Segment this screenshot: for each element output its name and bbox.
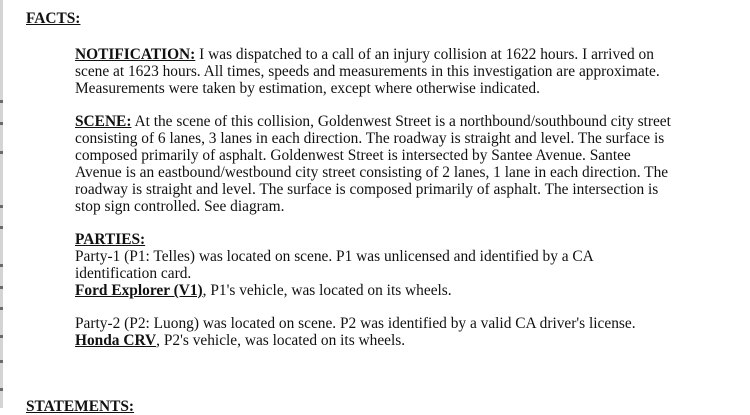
margin-mark — [0, 122, 3, 125]
margin-mark — [0, 335, 3, 338]
scene-line: stop sign controlled. See diagram. — [75, 198, 285, 215]
parties-section — [75, 231, 743, 299]
notification-line: Measurements were taken by estimation, except where otherwise indicated. — [75, 80, 540, 97]
margin-mark — [0, 360, 3, 363]
margin-mark — [0, 151, 3, 154]
notification-line — [75, 46, 743, 63]
scene-line — [75, 113, 743, 130]
notification-heading: NOTIFICATION: — [75, 46, 196, 63]
page-left-edge — [0, 0, 3, 408]
scene-heading: SCENE: — [75, 113, 132, 130]
party1-line: Party-1 (P1: Telles) was located on scene. P1 was unlicensed and identified by a CA — [75, 248, 594, 265]
party2-section — [75, 315, 743, 349]
scene-text: At the scene of this collision, Goldenwest Street is a northbound/southbound city street — [131, 113, 671, 130]
party2-vehicle-line — [75, 332, 743, 349]
scene-line: consisting of 6 lanes, 3 lanes in each direction. The roadway is straight and level. The surface is — [75, 130, 665, 147]
vehicle1-label: Ford Explorer (V1) — [75, 282, 203, 299]
margin-mark — [0, 264, 3, 267]
margin-mark — [0, 286, 3, 289]
margin-mark — [0, 307, 3, 310]
party1-line: identification card. — [75, 265, 192, 282]
margin-mark — [0, 205, 3, 208]
margin-mark — [0, 226, 3, 229]
parties-heading: PARTIES: — [75, 231, 146, 248]
vehicle1-text: , P1's vehicle, was located on its wheels. — [202, 282, 452, 299]
notification-line: scene at 1623 hours. All times, speeds and measurements in this investigation are approximate. — [75, 63, 660, 80]
notification-text: I was dispatched to a call of an injury collision at 1622 hours. I arrived on — [195, 46, 654, 63]
scene-line: roadway is straight and level. The surface is composed primarily of asphalt. The intersection is — [75, 181, 659, 198]
party2-line: Party-2 (P2: Luong) was located on scene. P2 was identified by a valid CA driver's license. — [75, 315, 636, 332]
vehicle2-text: , P2's vehicle, was located on its wheels. — [156, 332, 406, 349]
scene-line: Avenue is an eastbound/westbound city street consisting of 2 lanes, 1 lane in each direction. The — [75, 164, 669, 181]
margin-mark — [0, 388, 3, 391]
vehicle2-label: Honda CRV — [75, 332, 157, 349]
scene-section — [75, 113, 743, 215]
statements-heading: STATEMENTS: — [26, 398, 135, 415]
scene-line: composed primarily of asphalt. Goldenwest Street is intersected by Santee Avenue. Santee — [75, 147, 631, 164]
report-body — [75, 46, 743, 365]
notification-section — [75, 46, 743, 97]
facts-heading: FACTS: — [26, 10, 81, 27]
party1-vehicle-line — [75, 282, 743, 299]
margin-mark — [0, 100, 3, 103]
